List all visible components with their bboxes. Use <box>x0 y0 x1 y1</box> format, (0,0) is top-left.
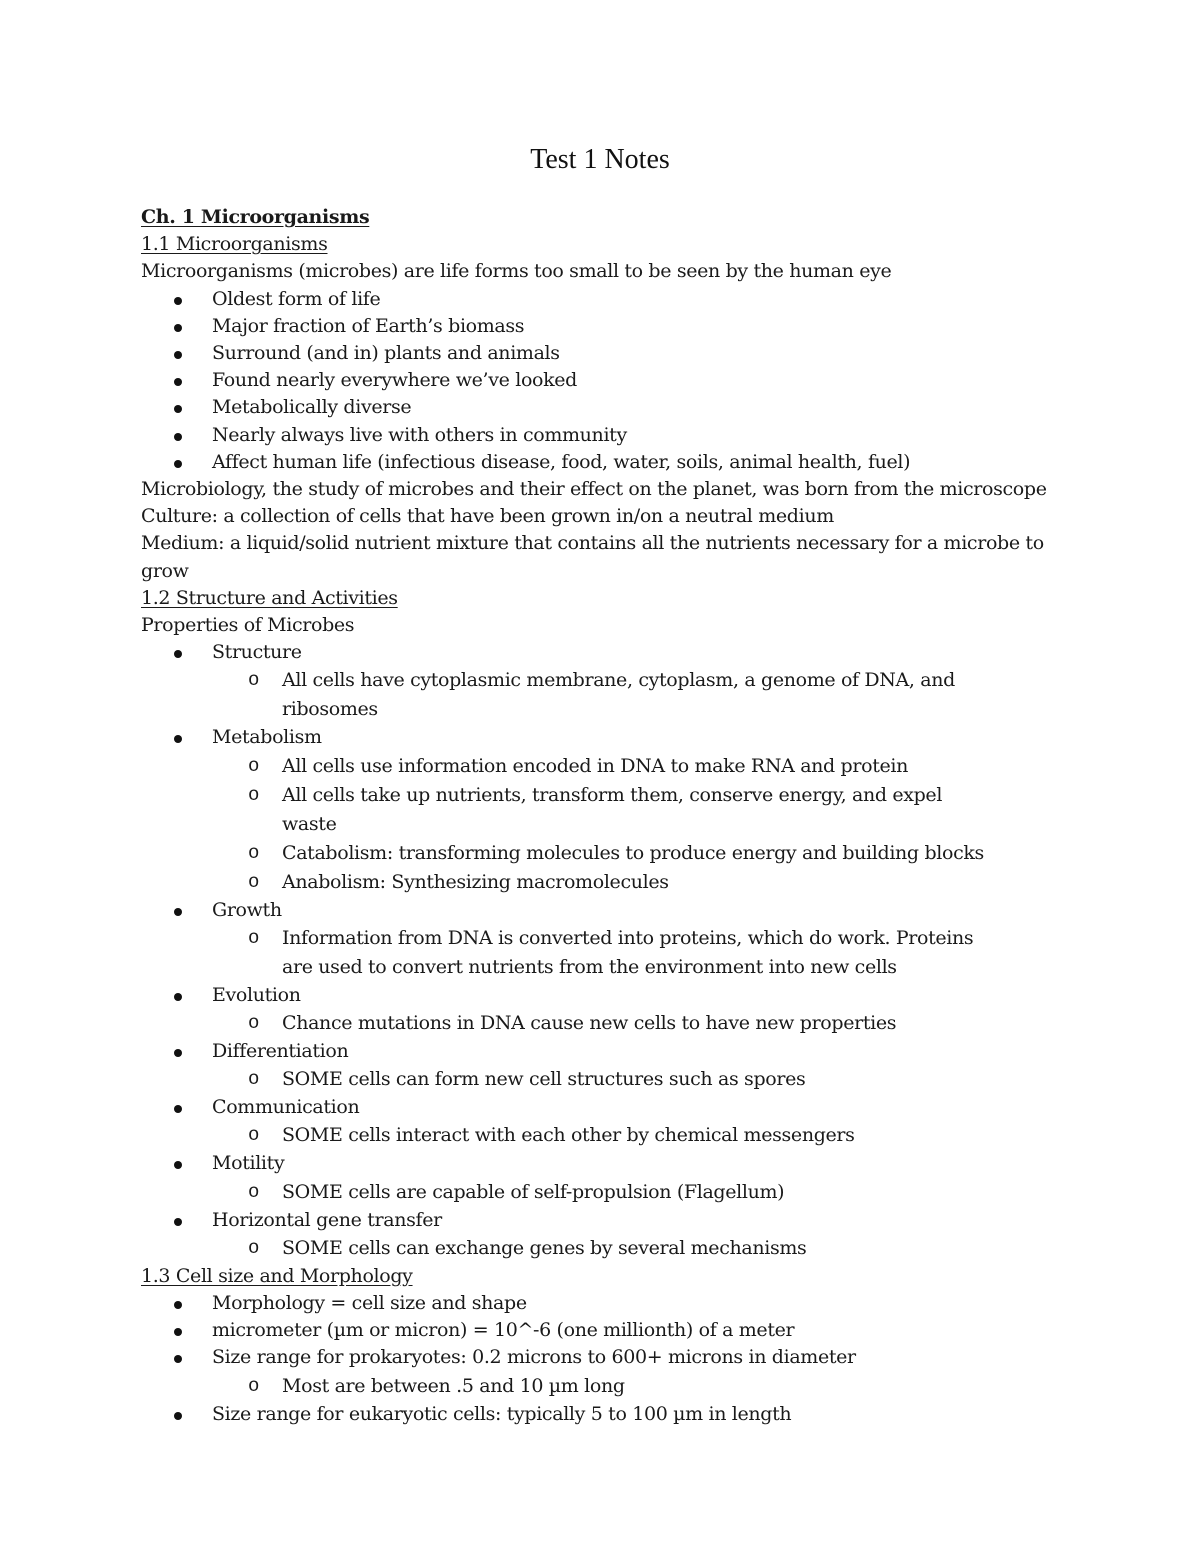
bullet-icon <box>174 297 182 305</box>
bullet-icon <box>174 1355 182 1363</box>
sub-list <box>212 666 1061 724</box>
chapter-heading: Ch. 1 Microorganisms <box>141 206 370 228</box>
list-item-text: Size range for prokaryotes: 0.2 microns to 600+ microns in diameter <box>212 1346 856 1369</box>
list-item-text: Oldest form of life <box>212 287 381 310</box>
sub-bullet-icon: o <box>248 1180 260 1203</box>
bullet-icon <box>174 405 182 413</box>
sub-list-item-text: All cells have cytoplasmic membrane, cytoplasm, a genome of DNA, and ribosomes <box>282 669 955 721</box>
list-item-text: Metabolism <box>212 726 322 749</box>
list-item <box>141 286 1061 313</box>
list-item-text: Affect human life (infectious disease, food, water, soils, animal health, fuel) <box>212 450 911 473</box>
sub-list-item <box>212 1234 992 1263</box>
sub-list <box>212 1372 1061 1401</box>
sub-list <box>212 1009 1061 1038</box>
paragraph: Microbiology, the study of microbes and their effect on the planet, was born from the microscope <box>141 478 1047 501</box>
bullet-icon <box>174 324 182 332</box>
list-item <box>141 422 1061 449</box>
list-item <box>141 1401 1061 1428</box>
list-item <box>141 1038 1061 1094</box>
paragraph: Culture: a collection of cells that have been grown in/on a neutral medium <box>141 505 834 528</box>
list-item <box>141 639 1061 724</box>
list-item-text: Growth <box>212 898 282 921</box>
sub-bullet-icon: o <box>248 1236 260 1259</box>
list-item-text: Found nearly everywhere we’ve looked <box>212 369 577 392</box>
paragraph: Microorganisms (microbes) are life forms too small to be seen by the human eye <box>141 260 892 283</box>
sub-list-item <box>212 1121 992 1150</box>
sub-list-item-text: Most are between .5 and 10 µm long <box>282 1374 625 1397</box>
sub-list-item-text: Anabolism: Synthesizing macromolecules <box>282 870 669 893</box>
bullet-icon <box>174 993 182 1001</box>
sub-list <box>212 752 1061 897</box>
list-item <box>141 1150 1061 1206</box>
sub-list-item-text: SOME cells can form new cell structures such as spores <box>282 1068 806 1091</box>
sub-bullet-icon: o <box>248 1012 260 1035</box>
sub-list-item <box>212 666 992 724</box>
list-item-text: Nearly always live with others in community <box>212 423 627 446</box>
bullet-icon <box>174 1301 182 1309</box>
bullet-icon <box>174 433 182 441</box>
list-item <box>141 897 1061 982</box>
sub-list-item-text: SOME cells are capable of self-propulsion (Flagellum) <box>282 1180 785 1203</box>
bullet-icon <box>174 1412 182 1420</box>
bullet-list <box>141 286 1061 476</box>
sub-list-item-text: SOME cells can exchange genes by several mechanisms <box>282 1236 807 1259</box>
list-item-text: micrometer (µm or micron) = 10^-6 (one millionth) of a meter <box>212 1319 795 1342</box>
sub-list <box>212 1065 1061 1094</box>
list-item-text: Motility <box>212 1152 285 1175</box>
sub-list-item <box>212 752 992 781</box>
sub-list <box>212 924 1061 982</box>
sub-list-item-text: SOME cells interact with each other by chemical messengers <box>282 1124 855 1147</box>
list-item-text: Major fraction of Earth’s biomass <box>212 314 525 337</box>
sub-list <box>212 1121 1061 1150</box>
paragraph: Medium: a liquid/solid nutrient mixture that contains all the nutrients necessary for a microbe to grow <box>141 532 1044 582</box>
sub-list <box>212 1234 1061 1263</box>
list-item <box>141 982 1061 1038</box>
section-heading-1-2: 1.2 Structure and Activities <box>141 586 398 609</box>
sub-list-item <box>212 1065 992 1094</box>
paragraph: Properties of Microbes <box>141 614 355 637</box>
list-item <box>141 724 1061 896</box>
list-item <box>141 313 1061 340</box>
bullet-icon <box>174 1049 182 1057</box>
list-item-text: Differentiation <box>212 1040 349 1063</box>
list-item <box>141 1317 1061 1344</box>
sub-bullet-icon: o <box>248 754 260 777</box>
list-item-text: Surround (and in) plants and animals <box>212 342 560 365</box>
list-item <box>141 1094 1061 1150</box>
properties-list <box>141 639 1061 1263</box>
sub-bullet-icon: o <box>248 841 260 864</box>
bullet-icon <box>174 378 182 386</box>
sub-list-item <box>212 839 992 868</box>
list-item <box>141 449 1061 476</box>
sub-list-item-text: All cells use information encoded in DNA to make RNA and protein <box>282 754 908 777</box>
list-item <box>141 1344 1061 1400</box>
bullet-icon <box>174 1218 182 1226</box>
sub-list-item <box>212 781 992 839</box>
sub-list-item-text: Information from DNA is converted into proteins, which do work. Proteins are used to convert nutrients from the environment into new cells <box>282 926 974 978</box>
sub-bullet-icon: o <box>248 783 260 806</box>
sub-bullet-icon: o <box>248 669 260 692</box>
sub-bullet-icon: o <box>248 1374 260 1397</box>
list-item-text: Size range for eukaryotic cells: typically 5 to 100 µm in length <box>212 1402 792 1425</box>
document-body <box>141 204 1061 1428</box>
sub-bullet-icon: o <box>248 1124 260 1147</box>
section-heading-1-3: 1.3 Cell size and Morphology <box>141 1264 413 1287</box>
bullet-icon <box>174 460 182 468</box>
list-item <box>141 1207 1061 1263</box>
sub-list-item <box>212 1009 992 1038</box>
list-item-text: Communication <box>212 1096 360 1119</box>
list-item <box>141 394 1061 421</box>
sub-list <box>212 1178 1061 1207</box>
bullet-icon <box>174 1105 182 1113</box>
bullet-icon <box>174 908 182 916</box>
list-item-text: Metabolically diverse <box>212 396 412 419</box>
list-item-text: Structure <box>212 641 302 664</box>
bullet-list <box>141 1290 1061 1428</box>
page-title: Test 1 Notes <box>530 144 670 175</box>
section-heading-1-1: 1.1 Microorganisms <box>141 233 328 256</box>
list-item <box>141 367 1061 394</box>
bullet-icon <box>174 1161 182 1169</box>
sub-list-item <box>212 1372 992 1401</box>
sub-bullet-icon: o <box>248 1068 260 1091</box>
list-item <box>141 340 1061 367</box>
bullet-icon <box>174 650 182 658</box>
sub-list-item <box>212 1178 992 1207</box>
bullet-icon <box>174 351 182 359</box>
sub-list-item <box>212 924 992 982</box>
list-item-text: Horizontal gene transfer <box>212 1208 442 1231</box>
sub-list-item-text: Chance mutations in DNA cause new cells to have new properties <box>282 1012 897 1035</box>
bullet-icon <box>174 1328 182 1336</box>
list-item-text: Evolution <box>212 983 301 1006</box>
sub-bullet-icon: o <box>248 870 260 893</box>
sub-bullet-icon: o <box>248 926 260 949</box>
sub-list-item <box>212 868 992 897</box>
list-item <box>141 1290 1061 1317</box>
sub-list-item-text: All cells take up nutrients, transform them, conserve energy, and expel waste <box>282 783 943 835</box>
sub-list-item-text: Catabolism: transforming molecules to produce energy and building blocks <box>282 841 984 864</box>
list-item-text: Morphology = cell size and shape <box>212 1292 527 1315</box>
bullet-icon <box>174 735 182 743</box>
